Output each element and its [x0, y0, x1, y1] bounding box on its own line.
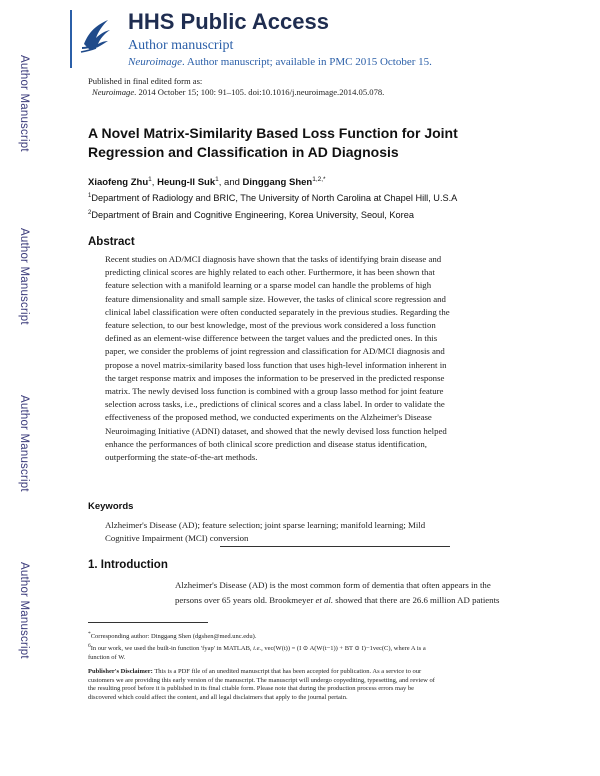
affiliation-2 — [88, 210, 414, 220]
affiliation-text: Department of Brain and Cognitive Engineering, Korea University, Seoul, Korea — [91, 210, 414, 221]
affiliation-text: Department of Radiology and BRIC, The University of North Carolina at Chapel Hill, U.S.A — [91, 193, 458, 204]
affiliation-mark: 2 — [88, 210, 92, 216]
abstract-line: paper, we consider the problems of joint regression and classification for AD/MCI diagnosis and — [105, 346, 445, 357]
abstract-line: effectiveness of the proposed method, we conducted experiments on the Alzheimer's Disease — [105, 412, 432, 423]
author-affiliation-mark: 1 — [148, 176, 152, 183]
author-name: Xiaofeng Zhu — [88, 177, 149, 189]
paper-title-line2: Regression and Classification in AD Diagnosis — [88, 144, 399, 160]
pub-journal: Neuroimage — [92, 87, 135, 97]
affiliation-1 — [88, 193, 457, 203]
footnote-6-em: i.e. — [253, 645, 262, 653]
footnote-6-pre: In our work, we used the built-in function 'fyap' in MATLAB, — [90, 645, 254, 653]
abstract-heading: Abstract — [88, 236, 135, 248]
author-list — [88, 176, 326, 188]
pub-citation: . 2014 October 15; 100: 91–105. doi:10.1016/j.neuroimage.2014.05.078. — [134, 87, 385, 97]
intro-line2 — [175, 593, 535, 608]
footnote-mark: * — [88, 631, 91, 637]
publication-info — [88, 76, 384, 98]
keywords-heading: Keywords — [88, 501, 134, 512]
keywords-body — [105, 519, 525, 544]
abstract-line: feature selection, to our best knowledge, most of the previous work considered a loss function — [105, 320, 436, 331]
keywords-line2: Cognitive Impairment (MCI) conversion — [105, 532, 249, 543]
abstract-line: Neuroimaging Initiative (ADNI) dataset, and showed that the newly devised loss function helped — [105, 425, 447, 436]
disclaimer-line3: the resulting proof before it is published in its final citable form. Please note that during the production process errors may be — [88, 685, 414, 693]
paper-title-line1: A Novel Matrix-Similarity Based Loss Function for Joint — [88, 125, 458, 141]
abstract-line: matrix. The newly devised loss function is combined with a group lasso method for joint feature — [105, 386, 444, 397]
pub-info-line2 — [88, 87, 384, 98]
abstract-line: outperforming the state-of-the-art methods. — [105, 452, 258, 463]
footnote-corresponding — [88, 630, 528, 642]
author-name: Dinggang Shen — [242, 177, 313, 189]
author-affiliation-mark: 1,2,* — [312, 176, 326, 183]
paper-title — [88, 124, 528, 162]
sidebar-author-manuscript-2: Author Manuscript — [18, 228, 30, 325]
author-name: Heung-Il Suk — [157, 177, 216, 189]
hhs-public-access-title: HHS Public Access — [128, 9, 329, 34]
author-manuscript-subtitle: Author manuscript — [128, 38, 234, 53]
abstract-line: propose a novel matrix-similarity based loss function that uses high-level information inherent in — [105, 359, 447, 370]
footnote-6 — [88, 642, 528, 662]
publisher-disclaimer — [88, 668, 528, 702]
sidebar-author-manuscript-3: Author Manuscript — [18, 395, 30, 492]
introduction-body — [175, 578, 535, 607]
sidebar-author-manuscript-1: Author Manuscript — [18, 55, 30, 152]
footnote-6-line1 — [88, 642, 528, 654]
abstract-line: predicting clinical scores are highly related to each other. Furthermore, it has been shown that — [105, 267, 435, 278]
author-separator: , — [151, 177, 158, 189]
journal-name: Neuroimage — [128, 56, 182, 68]
header-divider — [70, 10, 72, 68]
abstract-line: feature dimensionality and small sample size. However, the tasks of clinical score regression and — [105, 293, 446, 304]
author-separator: , and — [218, 177, 243, 189]
footnote-mark: 6 — [88, 643, 91, 649]
pub-info-line1: Published in final edited form as: — [88, 76, 203, 86]
author-affiliation-mark: 1 — [215, 176, 219, 183]
abstract-line: Recent studies on AD/MCI diagnosis have shown that the tasks of identifying brain disease and — [105, 254, 442, 264]
intro-line2-post: showed that there are 26.6 million AD patients — [333, 594, 500, 605]
abstract-line: selection across tasks, i.e., predictions of clinical scores and a class label. In order to validate the — [105, 399, 445, 410]
intro-line1: Alzheimer's Disease (AD) is the most common form of dementia that often appears in the — [175, 580, 491, 590]
disclaimer-text-1: This is a PDF file of an unedited manuscript that has been accepted for publication. As a service to our — [152, 668, 422, 675]
footnote-divider — [88, 622, 208, 623]
disclaimer-line4: discovered which could affect the content, and all legal disclaimers that apply to the journal pertain. — [88, 693, 348, 701]
disclaimer-line1 — [88, 668, 528, 677]
abstract-body — [105, 253, 525, 464]
keywords-line1: Alzheimer's Disease (AD); feature selection; joint sparse learning; manifold learning; Mild — [105, 520, 426, 530]
footnote-corresponding-text: Corresponding author: Dinggang Shen (dgshen@med.unc.edu). — [90, 633, 257, 641]
abstract-line: the target response matrix and imposes the information to be preserved in the predicted response — [105, 372, 445, 383]
introduction-heading: 1. Introduction — [88, 559, 168, 571]
disclaimer-label: Publisher's Disclaimer: — [88, 668, 153, 675]
intro-line2-pre: persons over 65 years old. Brookmeyer — [175, 594, 316, 605]
abstract-line: enhance the performances of both clinical score prediction and disease status identification, — [105, 438, 427, 449]
journal-note: . Author manuscript; available in PMC 2015 October 15. — [181, 56, 432, 68]
abstract-line: feature selection with a manifold learning or a sparse model can handle the problems of high — [105, 280, 432, 291]
section-divider — [220, 546, 450, 547]
footnote-6-formula: , vec(W(t)) = (I ⊙ A(W(t−1)) + BT ⊙ I)−1vec(C), where A is a — [261, 645, 426, 653]
abstract-line: defined as an element-wise difference between the target values and the predicted ones. In this — [105, 333, 438, 344]
sidebar-author-manuscript-4: Author Manuscript — [18, 562, 30, 659]
hhs-eagle-logo-icon — [78, 14, 114, 54]
abstract-line: clinical label classification were often conducted separately in the previous studies. Regarding the — [105, 306, 450, 317]
journal-availability — [128, 56, 432, 68]
intro-line2-em: et al. — [315, 594, 334, 605]
footnote-6-line2: function of W. — [88, 653, 126, 661]
disclaimer-line2: customers we are providing this early version of the manuscript. The manuscript will undergo copyediting, typesetting, and review of — [88, 676, 435, 684]
affiliation-mark: 1 — [88, 193, 92, 199]
